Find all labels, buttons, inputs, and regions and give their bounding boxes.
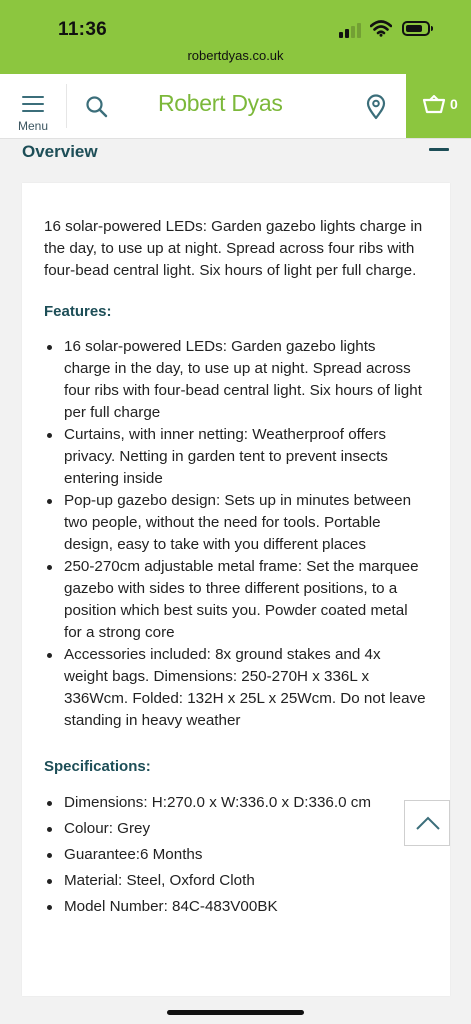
list-item: Accessories included: 8x ground stakes and 4x weight bags. Dimensions: 250-270H x 336L x 336Wcm. Folded: 132H x 25L x 25Wcm. Do not leave standing in heavy weather: [44, 644, 426, 732]
home-indicator[interactable]: [167, 1010, 304, 1015]
site-logo[interactable]: Robert Dyas: [158, 90, 283, 116]
section-title: Overview: [22, 142, 98, 161]
list-item: Guarantee:6 Months: [44, 844, 426, 866]
search-button[interactable]: [84, 94, 110, 120]
header-divider: [66, 84, 67, 128]
site-header: [0, 74, 471, 139]
list-item: Model Number: 84C-483V00BK: [44, 896, 426, 918]
basket-count: 0: [450, 96, 458, 112]
overview-card: [22, 183, 450, 996]
battery-icon: [402, 21, 430, 36]
wifi-icon: [370, 20, 392, 42]
collapse-minus-icon[interactable]: [429, 148, 449, 151]
browser-top-bar: [0, 0, 471, 74]
list-item: 16 solar-powered LEDs: Garden gazebo lights charge in the day, to use up at night. Spread across four ribs with four-bead central light. Six hours of light per full charge: [44, 336, 426, 424]
scroll-to-top-button[interactable]: [404, 800, 450, 846]
features-list: [44, 336, 426, 732]
overview-accordion-header[interactable]: [0, 139, 471, 165]
hamburger-icon: [22, 96, 44, 117]
overview-content: [44, 216, 426, 922]
list-item: Colour: Grey: [44, 818, 426, 840]
product-description: 16 solar-powered LEDs: Garden gazebo lights charge in the day, to use up at night. Spread across four ribs with four-bead central light. Six hours of light per full charge.: [44, 218, 423, 279]
status-time: 11:36: [58, 19, 108, 40]
location-pin-icon: [364, 94, 388, 120]
basket-button[interactable]: [406, 74, 471, 138]
list-item: Dimensions: H:270.0 x W:336.0 x D:336.0 cm: [44, 792, 426, 814]
specifications-list: [44, 792, 426, 918]
features-heading: Features:: [44, 303, 112, 320]
list-item: 250-270cm adjustable metal frame: Set the marquee gazebo with sides to three different positions, to a position which best suits you. Powder coated metal for a strong core: [44, 556, 426, 644]
list-item: Pop-up gazebo design: Sets up in minutes between two people, without the need for tools. Portable design, easy to take with you different places: [44, 490, 426, 556]
search-icon: [84, 94, 110, 120]
basket-icon: [422, 95, 446, 115]
menu-button[interactable]: [8, 74, 58, 138]
store-locator-button[interactable]: [364, 94, 388, 120]
chevron-up-icon: [416, 816, 440, 830]
list-item: Material: Steel, Oxford Cloth: [44, 870, 426, 892]
menu-label: Menu: [17, 119, 49, 133]
specifications-heading: Specifications:: [44, 758, 151, 775]
url-bar[interactable]: robertdyas.co.uk: [187, 48, 284, 63]
list-item: Curtains, with inner netting: Weatherproof offers privacy. Netting in garden tent to prevent insects entering inside: [44, 424, 426, 490]
cellular-signal-icon: [339, 22, 363, 38]
